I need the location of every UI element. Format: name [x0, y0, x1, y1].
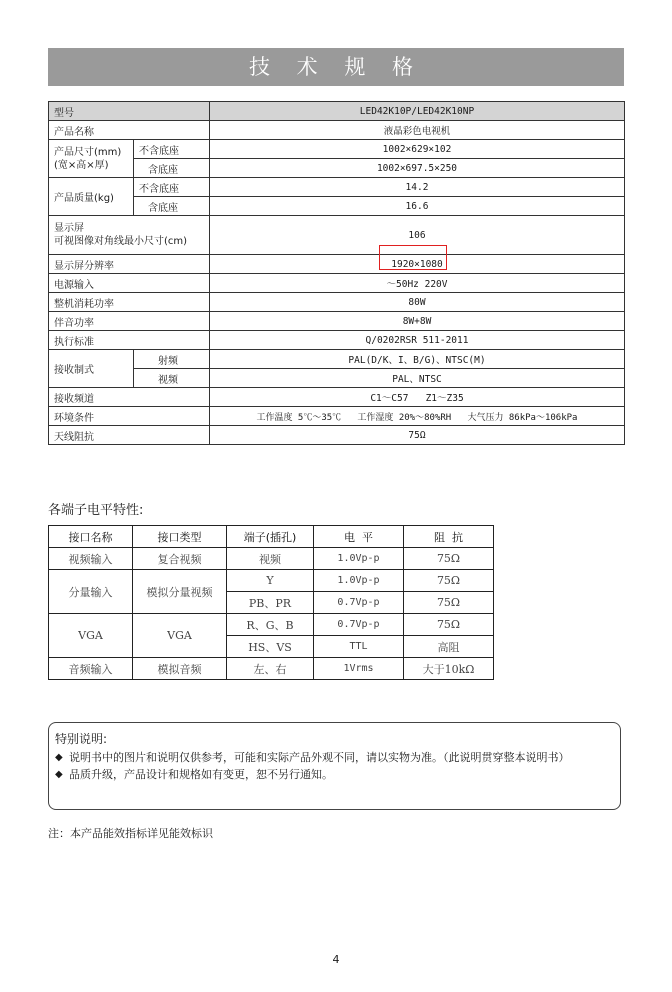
- terminal-table: [48, 525, 494, 680]
- spec-label: 环境条件: [49, 407, 210, 426]
- spec-value: PAL(D/K、I、B/G)、NTSC(M): [210, 350, 625, 369]
- table-cell: 75Ω: [404, 548, 494, 570]
- table-cell: 音频输入: [49, 658, 133, 680]
- spec-row-resolution: [49, 255, 625, 274]
- highlight-box: [379, 245, 447, 270]
- table-row: [49, 570, 494, 592]
- spec-value: PAL、NTSC: [210, 369, 625, 388]
- screen-label-line1: 显示屏: [54, 223, 84, 234]
- terminal-header: 接口名称: [49, 526, 133, 548]
- spec-label: 接收频道: [49, 388, 210, 407]
- special-notes-box: [48, 722, 621, 810]
- table-row: [49, 548, 494, 570]
- table-cell: VGA: [133, 614, 227, 658]
- table-cell: 分量输入: [49, 570, 133, 614]
- spec-value: Q/0202RSR 511-2011: [210, 331, 625, 350]
- terminal-header-row: [49, 526, 494, 548]
- table-cell: 复合视频: [133, 548, 227, 570]
- spec-label: 接收制式: [49, 350, 134, 388]
- page-title: 技 术 规 格: [48, 48, 624, 86]
- table-cell: 1.0Vp-p: [314, 570, 404, 592]
- spec-label: 执行标准: [49, 331, 210, 350]
- table-row: [49, 658, 494, 680]
- table-cell: 0.7Vp-p: [314, 614, 404, 636]
- table-cell: VGA: [49, 614, 133, 658]
- table-cell: TTL: [314, 636, 404, 658]
- spec-row-size-nobase: [49, 140, 625, 159]
- spec-label: 整机消耗功率: [49, 293, 210, 312]
- size-label-line2: (宽×高×厚): [54, 159, 109, 171]
- spec-sublabel: 不含底座: [134, 178, 210, 197]
- table-cell: HS、VS: [227, 636, 314, 658]
- table-cell: 0.7Vp-p: [314, 592, 404, 614]
- spec-table: [48, 101, 625, 445]
- spec-value: ～50Hz 220V: [210, 274, 625, 293]
- table-cell: 75Ω: [404, 614, 494, 636]
- spec-value: 1920×1080: [210, 255, 625, 274]
- table-cell: PB、PR: [227, 592, 314, 614]
- spec-value: 1002×697.5×250: [210, 159, 625, 178]
- spec-row-name: [49, 121, 625, 140]
- table-cell: 1.0Vp-p: [314, 548, 404, 570]
- spec-row-weight-nobase: [49, 178, 625, 197]
- table-cell: 模拟音频: [133, 658, 227, 680]
- spec-value: 16.6: [210, 197, 625, 216]
- spec-sublabel: 含底座: [134, 159, 210, 178]
- spec-row-power-input: [49, 274, 625, 293]
- spec-sublabel: 视频: [134, 369, 210, 388]
- spec-sublabel: 含底座: [134, 197, 210, 216]
- table-cell: 大于10kΩ: [404, 658, 494, 680]
- spec-row-power-consumption: [49, 293, 625, 312]
- spec-value: 14.2: [210, 178, 625, 197]
- page-number: 4: [332, 953, 340, 966]
- table-cell: 1Vrms: [314, 658, 404, 680]
- spec-label: 产品质量(kg): [49, 178, 134, 216]
- spec-value: 工作温度 5℃～35℃ 工作湿度 20%～80%RH 大气压力 86kPa～106kPa: [210, 407, 625, 426]
- spec-value: C1～C57 Z1～Z35: [210, 388, 625, 407]
- table-cell: 模拟分量视频: [133, 570, 227, 614]
- table-cell: 视频输入: [49, 548, 133, 570]
- spec-row-channel: [49, 388, 625, 407]
- table-cell: 左、右: [227, 658, 314, 680]
- spec-label-screen: [49, 216, 210, 255]
- table-cell: 75Ω: [404, 570, 494, 592]
- spec-sublabel: 不含底座: [134, 140, 210, 159]
- spec-value: 80W: [210, 293, 625, 312]
- spec-row-audio-power: [49, 312, 625, 331]
- spec-value: 液晶彩色电视机: [210, 121, 625, 140]
- spec-label: 型号: [49, 102, 210, 121]
- table-row: [49, 614, 494, 636]
- spec-label: 伴音功率: [49, 312, 210, 331]
- note-item: [55, 766, 612, 783]
- spec-label: 产品名称: [49, 121, 210, 140]
- spec-value: 1002×629×102: [210, 140, 625, 159]
- spec-row-model: [49, 102, 625, 121]
- spec-value: 8W+8W: [210, 312, 625, 331]
- screen-label-line2: 可视图像对角线最小尺寸(cm): [54, 236, 188, 247]
- table-cell: 高阻: [404, 636, 494, 658]
- footnote: 注：本产品能效指标详见能效标识: [48, 827, 213, 840]
- size-label-line1: 产品尺寸(mm): [54, 146, 122, 158]
- terminal-section-title: 各端子电平特性:: [48, 503, 144, 518]
- spec-value: LED42K10P/LED42K10NP: [210, 102, 625, 121]
- spec-row-size-base: [49, 159, 625, 178]
- spec-row-standard: [49, 331, 625, 350]
- spec-label: 电源输入: [49, 274, 210, 293]
- note-text: 说明书中的图片和说明仅供参考，可能和实际产品外观不同，请以实物为准。（此说明贯穿整本说明书）: [69, 751, 570, 764]
- table-cell: R、G、B: [227, 614, 314, 636]
- table-cell: 75Ω: [404, 592, 494, 614]
- note-text: 品质升级，产品设计和规格如有变更，恕不另行通知。: [69, 768, 333, 781]
- spec-label: 天线阻抗: [49, 426, 210, 445]
- spec-row-environment: [49, 407, 625, 426]
- terminal-header: 电 平: [314, 526, 404, 548]
- terminal-header: 接口类型: [133, 526, 227, 548]
- spec-row-screen: [49, 216, 625, 255]
- terminal-header: 端子(插孔): [227, 526, 314, 548]
- spec-label: 显示屏分辨率: [49, 255, 210, 274]
- spec-label-size: [49, 140, 134, 178]
- spec-row-reception-video: [49, 369, 625, 388]
- note-item: [55, 749, 612, 766]
- spec-row-antenna: [49, 426, 625, 445]
- spec-row-weight-base: [49, 197, 625, 216]
- diamond-bullet-icon: ◆: [55, 752, 63, 763]
- diamond-bullet-icon: ◆: [55, 769, 63, 780]
- table-cell: Y: [227, 570, 314, 592]
- spec-row-reception-rf: [49, 350, 625, 369]
- spec-sublabel: 射频: [134, 350, 210, 369]
- terminal-header: 阻 抗: [404, 526, 494, 548]
- notes-title: 特别说明:: [55, 732, 108, 746]
- spec-value: 75Ω: [210, 426, 625, 445]
- screen-size-value: 106: [210, 216, 625, 255]
- table-cell: 视频: [227, 548, 314, 570]
